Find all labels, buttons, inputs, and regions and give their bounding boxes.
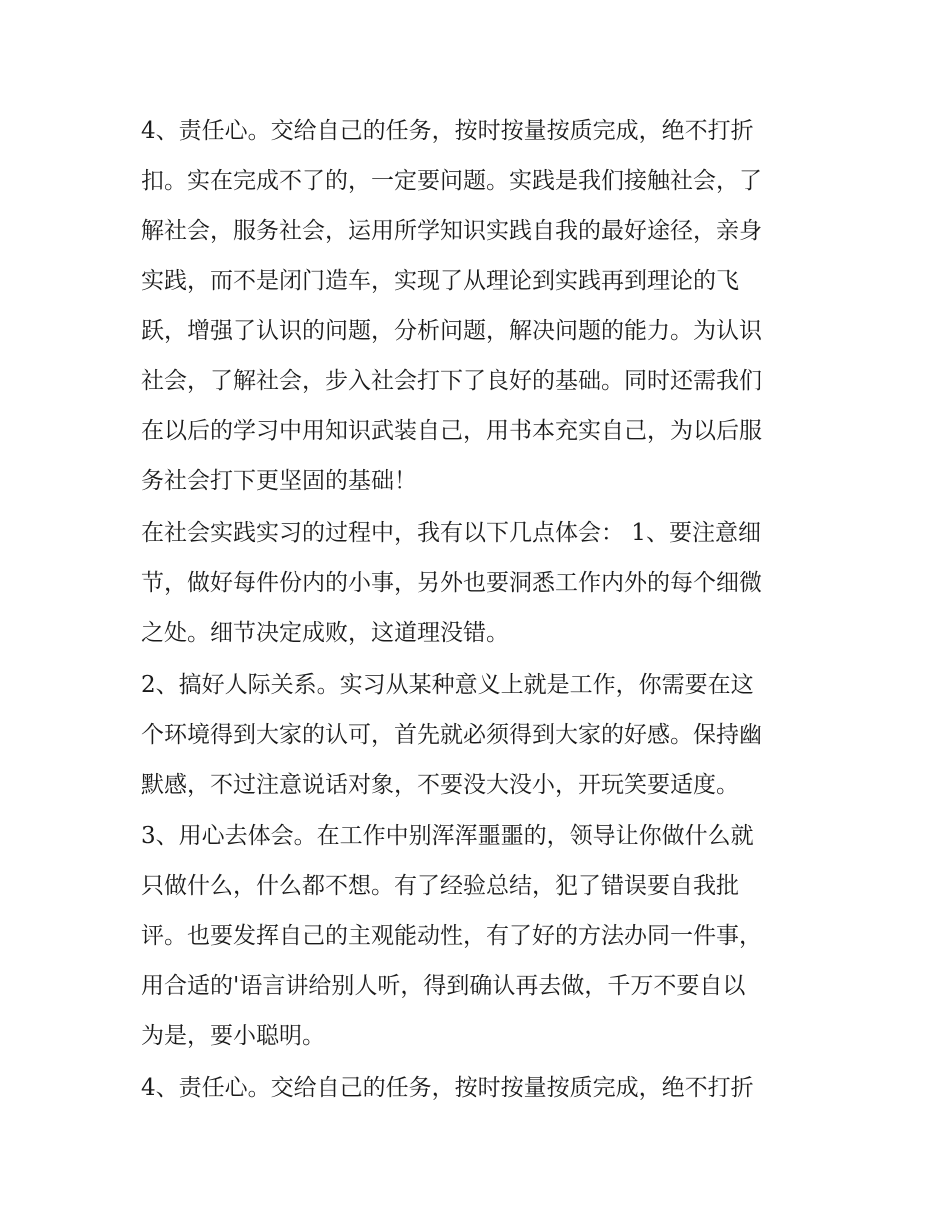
text-line: 4、责任心。交给自己的任务，按时按量按质完成，绝不打折 — [141, 1075, 754, 1101]
text-line: 评。也要发挥自己的主观能动性，有了好的方法办同一件事， — [141, 923, 762, 949]
text-line: 解社会，服务社会，运用所学知识实践自我的最好途径，亲身 — [141, 218, 762, 244]
text-line: 2、搞好人际关系。实习从某种意义上就是工作，你需要在这 — [141, 672, 754, 698]
text-line: 节，做好每件份内的小事，另外也要洞悉工作内外的每个细微 — [141, 570, 762, 596]
text-line: 4、责任心。交给自己的任务，按时按量按质完成，绝不打折 — [141, 118, 754, 144]
text-line: 在以后的学习中用知识武装自己，用书本充实自己，为以后服 — [141, 418, 762, 444]
text-line: 用合适的'语言讲给别人听，得到确认再去做，千万不要自以 — [141, 973, 746, 999]
text-line: 3、用心去体会。在工作中别浑浑噩噩的，领导让你做什么就 — [141, 823, 754, 849]
text-line: 实践，而不是闭门造车，实现了从理论到实践再到理论的飞 — [141, 268, 739, 294]
text-line: 务社会打下更坚固的基础！ — [141, 468, 417, 494]
text-line: 之处。细节决定成败，这道理没错。 — [141, 620, 509, 646]
text-line: 只做什么，什么都不想。有了经验总结，犯了错误要自我批 — [141, 873, 739, 899]
text-line: 为是，要小聪明。 — [141, 1023, 325, 1049]
text-line: 在社会实践实习的过程中，我有以下几点体会： 1、要注意细 — [141, 520, 761, 546]
text-line: 跃，增强了认识的问题，分析问题，解决问题的能力。为认识 — [141, 318, 762, 344]
text-line: 社会，了解社会，步入社会打下了良好的基础。同时还需我们 — [141, 368, 762, 394]
text-line: 默感，不过注意说话对象，不要没大没小，开玩笑要适度。 — [141, 772, 739, 798]
text-line: 个环境得到大家的认可，首先就必须得到大家的好感。保持幽 — [141, 722, 762, 748]
text-line: 扣。实在完成不了的，一定要问题。实践是我们接触社会，了 — [141, 168, 762, 194]
